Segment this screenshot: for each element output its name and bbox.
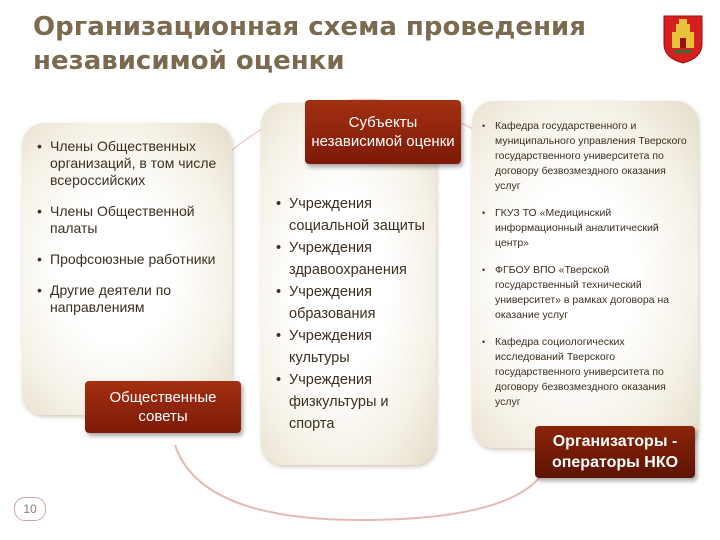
list-item bbox=[489, 335, 693, 410]
list-item bbox=[489, 119, 693, 194]
coat-of-arms-icon bbox=[662, 14, 704, 64]
public-councils-box bbox=[85, 381, 241, 433]
title-line-2: независимой оценки bbox=[33, 46, 345, 76]
list-item bbox=[489, 263, 693, 323]
list-item: • Члены Общественных организаций, в том числе всероссийских bbox=[50, 138, 228, 189]
list-item-text: • Кафедра государственного и муниципального управления Тверского государственного университета по договору безвозмездного оказания услуг bbox=[495, 120, 687, 192]
list-item: • Учреждения культуры bbox=[289, 325, 435, 369]
list-item: • Члены Общественной палаты bbox=[50, 203, 228, 237]
title-line-1: Организационная схема проведения bbox=[33, 12, 586, 42]
list-item: • Учреждения образования bbox=[289, 281, 435, 325]
assessment-subjects-label: Субъекты независимой оценки bbox=[311, 114, 455, 150]
operators-box bbox=[535, 426, 695, 478]
list-item: • Учреждения здравоохранения bbox=[289, 237, 435, 281]
list-item-text: • ФГБОУ ВПО «Тверской государственный технический университет» в рамках договора на оказание услуг bbox=[495, 264, 670, 321]
list-item-text: • ГКУЗ ТО «Медицинский информационный аналитический центр» bbox=[495, 207, 659, 249]
list-item: • Учреждения социальной защиты bbox=[289, 193, 435, 237]
public-councils-label: Общественные советы bbox=[109, 389, 217, 425]
operators-list bbox=[489, 119, 693, 422]
list-item: • Профсоюзные работники bbox=[50, 251, 228, 268]
operators-label: Организаторы - операторы НКО bbox=[551, 433, 679, 471]
participants-list bbox=[50, 138, 228, 330]
list-item-text: • Кафедра социологических исследований Тверского государственного университета по договору безвозмездного оказания услуг bbox=[495, 336, 666, 408]
list-item: • Учреждения физкультуры и спорта bbox=[289, 369, 435, 435]
list-item: • Другие деятели по направлениям bbox=[50, 282, 228, 316]
institutions-list bbox=[289, 193, 435, 435]
page-number: 10 bbox=[14, 497, 46, 521]
list-item bbox=[489, 206, 693, 251]
assessment-subjects-box bbox=[305, 100, 461, 164]
page-title bbox=[33, 10, 633, 78]
